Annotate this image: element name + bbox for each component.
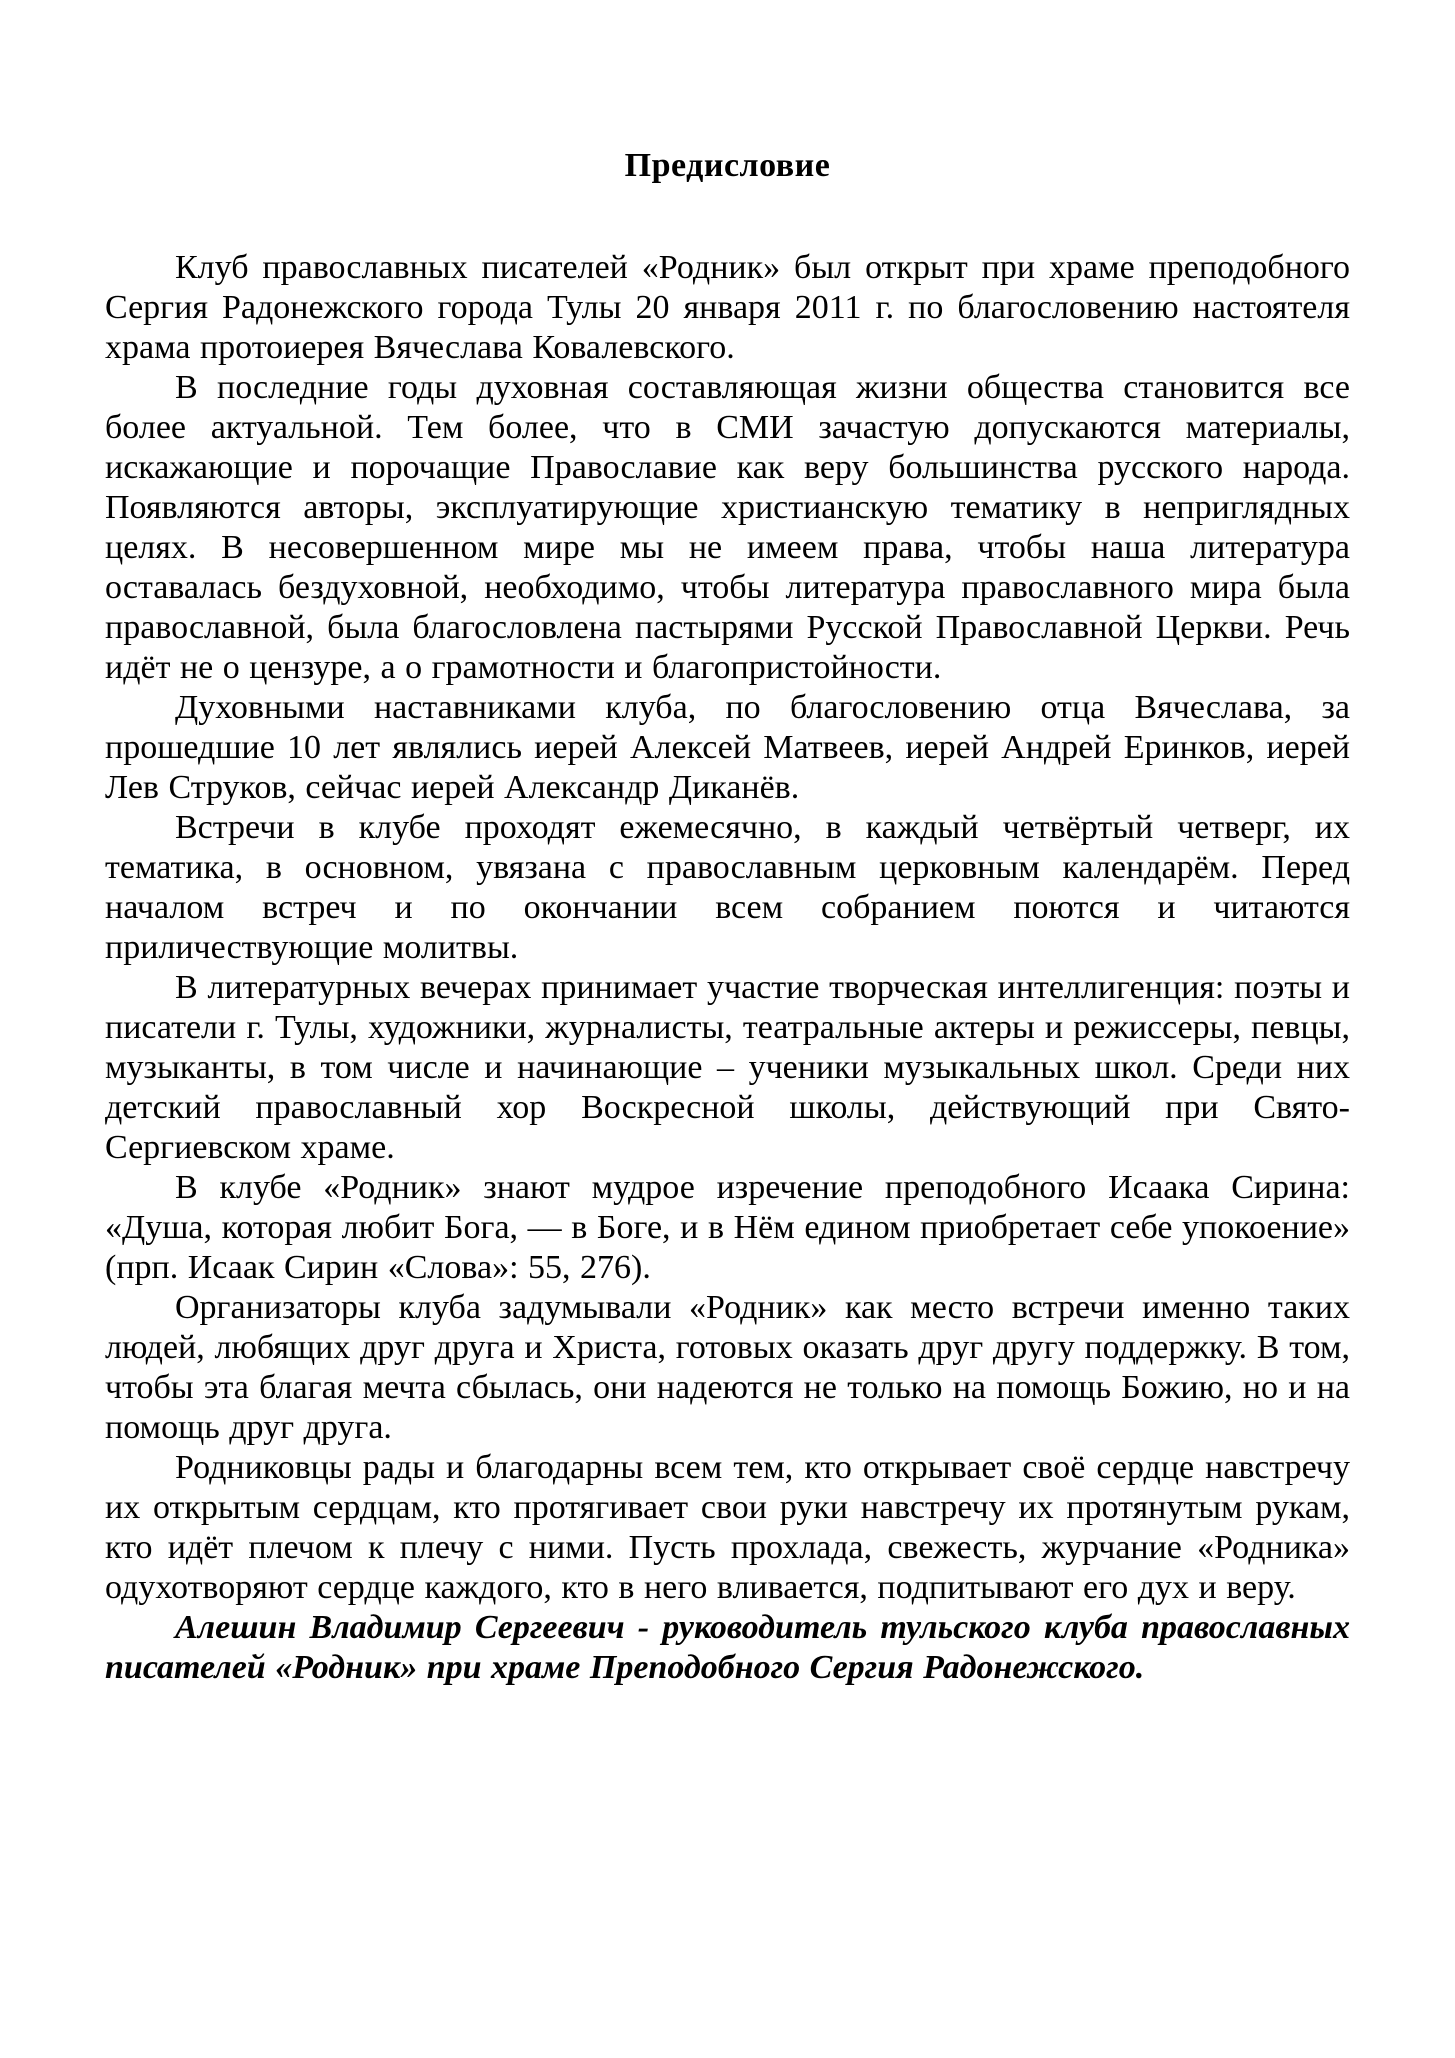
body-paragraph: Духовными наставниками клуба, по благословению отца Вячеслава, за прошедшие 10 лет являлись иерей Алексей Матвеев, иерей Андрей Еринков, иерей Лев Струков, сейчас иерей Александр Диканёв. <box>105 689 1350 806</box>
document-page <box>105 146 1350 1688</box>
body-paragraph: В литературных вечерах принимает участие творческая интеллигенция: поэты и писатели г. Тулы, художники, журналисты, театральные актеры и режиссеры, певцы, музыканты, в том числе и начинающие – ученики музыкальных школ. Среди них детский православный хор Воскресной школы, действующий при Свято-Сергиевском храме. <box>105 969 1350 1166</box>
body-paragraph: Встречи в клубе проходят ежемесячно, в каждый четвёртый четверг, их тематика, в основном, увязана с православным церковным календарём. Перед началом встреч и по окончании всем собранием поются и читаются приличествующие молитвы. <box>105 809 1350 966</box>
body-paragraph: В клубе «Родник» знают мудрое изречение преподобного Исаака Сирина: «Душа, которая любит Бога, — в Боге, и в Нём едином приобретает себе упокоение» (прп. Исаак Сирин «Слова»: 55, 276). <box>105 1169 1350 1286</box>
page-title: Предисловие <box>624 147 831 184</box>
body-paragraph: Клуб православных писателей «Родник» был открыт при храме преподобного Сергия Радонежского города Тулы 20 января 2011 г. по благословению настоятеля храма протоиерея Вячеслава Ковалевского. <box>105 249 1350 366</box>
body-paragraph: Организаторы клуба задумывали «Родник» как место встречи именно таких людей, любящих друг друга и Христа, готовых оказать друг другу поддержку. В том, чтобы эта благая мечта сбылась, они надеются не только на помощь Божию, но и на помощь друг друга. <box>105 1289 1350 1446</box>
paragraph-list <box>105 248 1350 1688</box>
signature-paragraph: Алешин Владимир Сергеевич - руководитель тульского клуба православных писателей «Родник» при храме Преподобного Сергия Радонежского. <box>105 1609 1350 1686</box>
body-paragraph: Родниковцы рады и благодарны всем тем, кто открывает своё сердце навстречу их открытым сердцам, кто протягивает свои руки навстречу их протянутым рукам, кто идёт плечом к плечу с ними. Пусть прохлада, свежесть, журчание «Родника» одухотворяют сердце каждого, кто в него вливается, подпитывают его дух и веру. <box>105 1449 1350 1606</box>
body-paragraph: В последние годы духовная составляющая жизни общества становится все более актуальной. Тем более, что в СМИ зачастую допускаются материалы, искажающие и порочащие Православие как веру большинства русского народа. Появляются авторы, эксплуатирующие христианскую тематику в неприглядных целях. В несовершенном мире мы не имеем права, чтобы наша литература оставалась бездуховной, необходимо, чтобы литература православного мира была православной, была благословлена пастырями Русской Православной Церкви. Речь идёт не о цензуре, а о грамотности и благопристойности. <box>105 369 1350 686</box>
